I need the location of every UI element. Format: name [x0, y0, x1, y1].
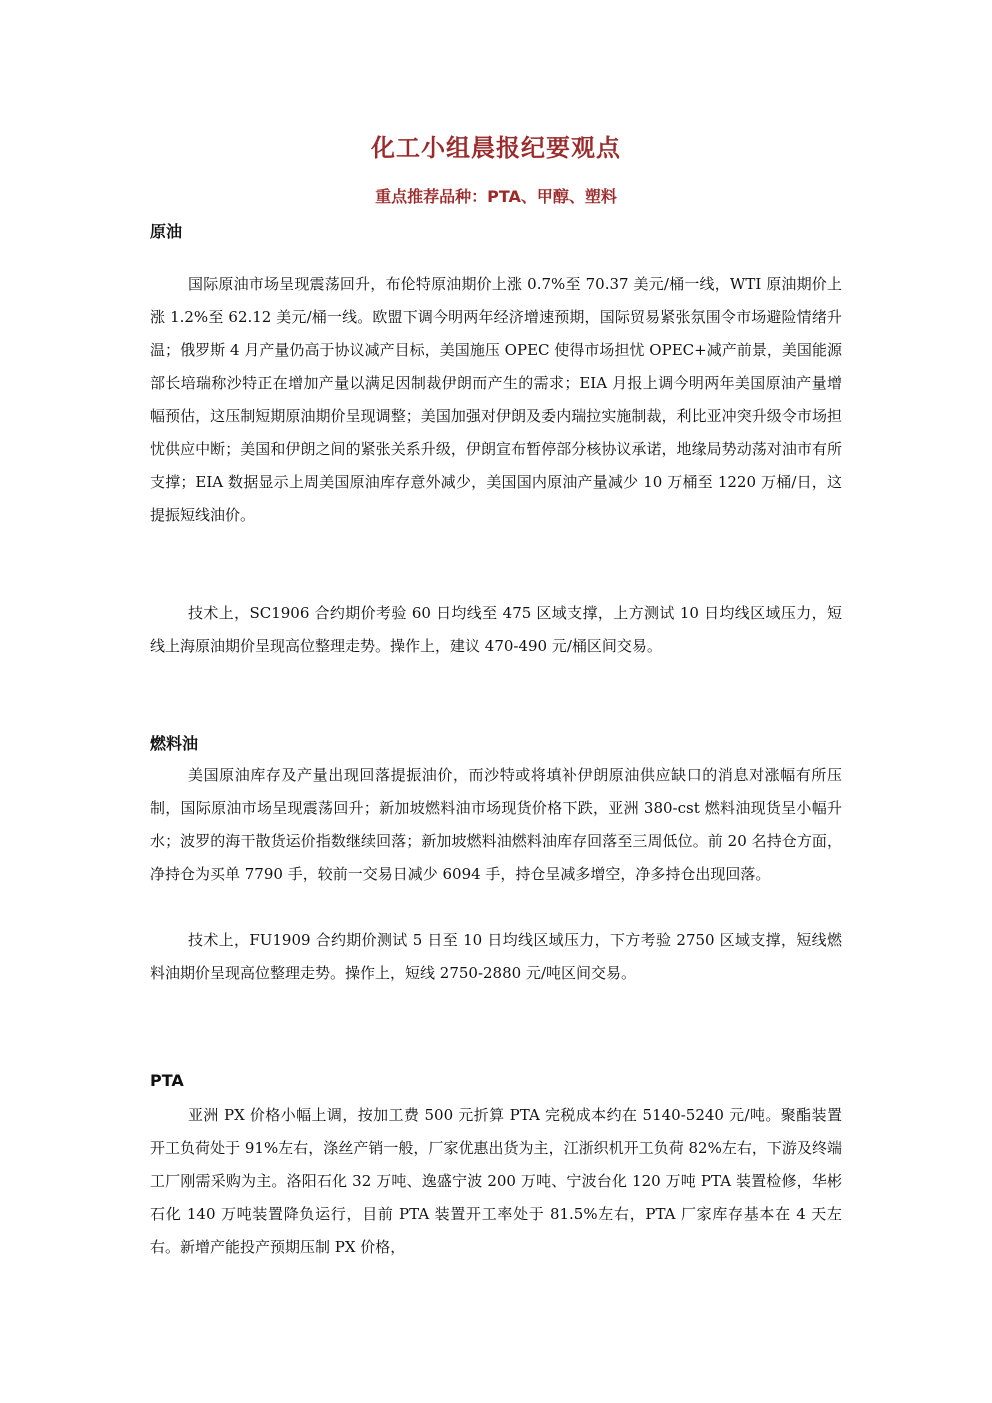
crude-paragraph-1: 国际原油市场呈现震荡回升，布伦特原油期价上涨 0.7%至 70.37 美元/桶一线，WTI 原油期价上涨 1.2%至 62.12 美元/桶一线。欧盟下调今明两年经济增速预期，国际贸易紧张氛围令市场避险情绪升温；俄罗斯 4 月产量仍高于协议减产目标，美国施压 OPEC 使得市场担忧 OPEC+减产前景，美国能源部长培瑞称沙特正在增加产量以满足因制裁伊朗而产生的需求；EIA 月报上调今明两年美国原油产量增幅预估，这压制短期原油期价呈现调整；美国加强对伊朗及委内瑞拉实施制裁，利比亚冲突升级令市场担忧供应中断；美国和伊朗之间的紧张关系升级，伊朗宣布暂停部分核协议承诺，地缘局势动荡对油市有所支撑；EIA 数据显示上周美国原油库存意外减少，美国国内原油产量减少 10 万桶至 1220 万桶/日，这提振短线油价。	[150, 275, 842, 524]
pta-paragraph-1: 亚洲 PX 价格小幅上调，按加工费 500 元折算 PTA 完税成本约在 5140-5240 元/吨。聚酯装置开工负荷处于 91%左右，涤丝产销一般，厂家优惠出货为主，江浙织机开工负荷 82%左右，下游及终端工厂刚需采购为主。洛阳石化 32 万吨、逸盛宁波 200 万吨、宁波台化 120 万吨 PTA 装置检修，华彬石化 140 万吨装置降负运行，目前 PTA 装置开工率处于 81.5%左右，PTA 厂家库存基本在 4 天左右。新增产能投产预期压制 PX 价格，	[150, 1106, 842, 1256]
section-heading-pta: PTA	[150, 1071, 184, 1090]
section-heading-crude: 原油	[150, 222, 183, 241]
crude-paragraph-2: 技术上，SC1906 合约期价考验 60 日均线至 475 区域支撑，上方测试 10 日均线区域压力，短线上海原油期价呈现高位整理走势。操作上，建议 470-490 元/桶区间交易。	[150, 604, 842, 655]
document-subtitle: 重点推荐品种：PTA、甲醇、塑料	[375, 187, 617, 206]
document-title: 化工小组晨报纪要观点	[371, 134, 621, 162]
fuel-oil-paragraph-2: 技术上，FU1909 合约期价测试 5 日至 10 日均线区域压力，下方考验 2750 区域支撑，短线燃料油期价呈现高位整理走势。操作上，短线 2750-2880 元/吨区间交易。	[150, 931, 842, 982]
section-heading-fuel-oil: 燃料油	[150, 734, 199, 753]
fuel-oil-paragraph-1: 美国原油库存及产量出现回落提振油价，而沙特或将填补伊朗原油供应缺口的消息对涨幅有所压制，国际原油市场呈现震荡回升；新加坡燃料油市场现货价格下跌，亚洲 380-cst 燃料油现货呈小幅升水；波罗的海干散货运价指数继续回落；新加坡燃料油燃料油库存回落至三周低位。前 20 名持仓方面，净持仓为买单 7790 手，较前一交易日减少 6094 手，持仓呈减多增空，净多持仓出现回落。	[150, 766, 842, 883]
